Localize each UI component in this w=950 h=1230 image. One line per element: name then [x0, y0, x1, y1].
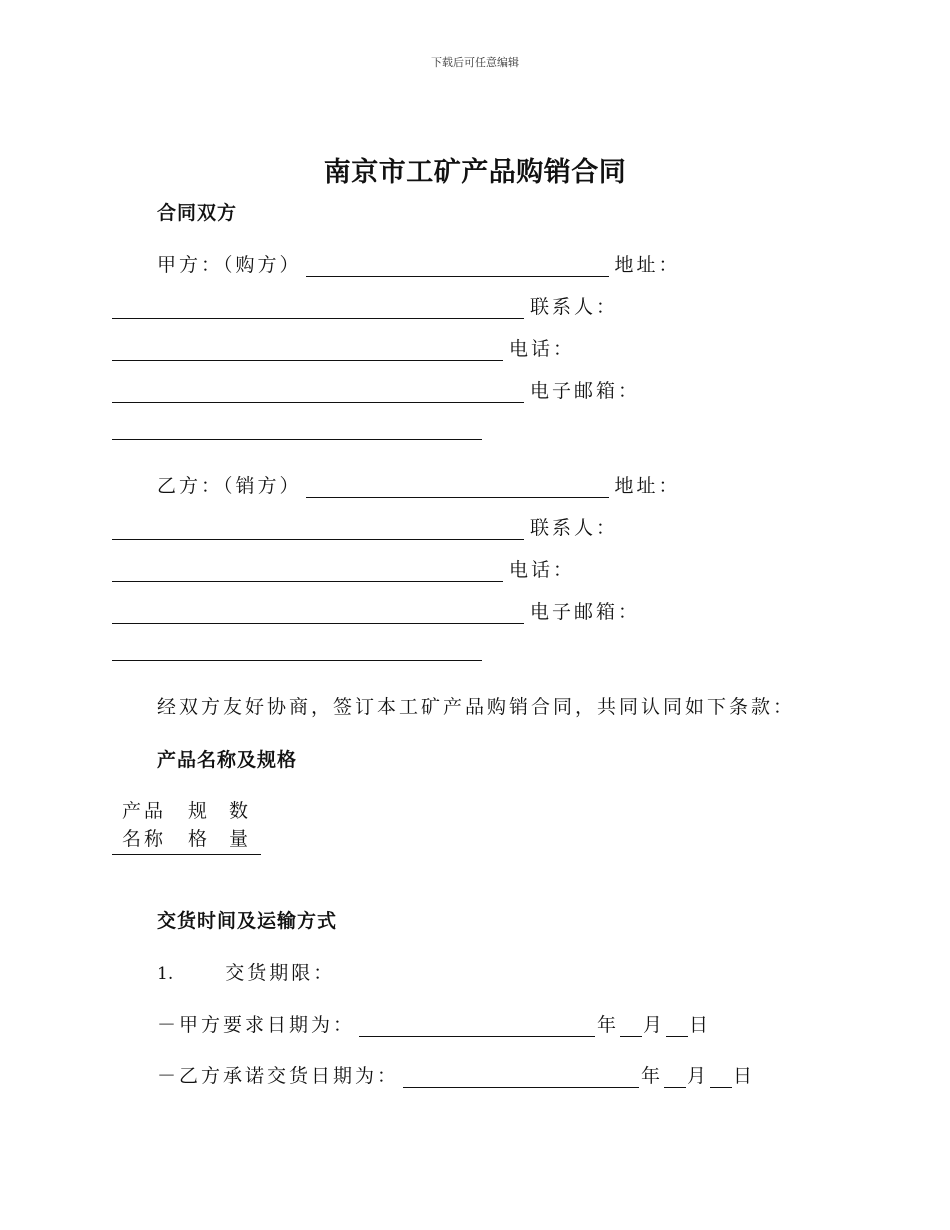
product-heading: 产品名称及规格 — [157, 749, 298, 771]
party-a-phone-label: 电话： — [509, 338, 576, 360]
product-table-col-qty — [229, 797, 251, 853]
party-b-contact-line — [112, 555, 575, 582]
party-b-email-label: 电子邮箱： — [530, 601, 641, 623]
party-a-email-label: 电子邮箱： — [530, 380, 641, 402]
party-a-phone-line — [112, 376, 640, 403]
party-a-day-field[interactable] — [666, 1014, 688, 1037]
page-header-note: 下载后可任意编辑 — [431, 56, 519, 69]
delivery-item-number: 1. — [157, 964, 174, 984]
product-table-col-name-bottom: 名称 — [122, 828, 167, 850]
intro-text: 经双方友好协商，签订本工矿产品购销合同，共同认同如下条款： — [157, 696, 796, 718]
product-table-col-spec-top: 规 — [188, 800, 211, 822]
party-a-contact-field[interactable] — [112, 338, 503, 361]
party-b-date-line — [157, 1061, 755, 1088]
party-b-address-label: 地址： — [614, 475, 681, 497]
product-table-col-spec — [188, 797, 210, 853]
party-a-line — [157, 250, 681, 277]
product-table-col-qty-top: 数 — [229, 800, 252, 822]
product-table-col-name-top: 产品 — [122, 800, 167, 822]
party-b-phone-field[interactable] — [112, 601, 524, 624]
party-b-address-line — [112, 513, 618, 540]
party-b-day-label: 日 — [733, 1065, 756, 1087]
party-a-year-label: 年 — [597, 1014, 620, 1036]
party-a-phone-field[interactable] — [112, 380, 524, 403]
party-b-address-field[interactable] — [112, 517, 524, 540]
party-b-month-label: 月 — [687, 1065, 710, 1087]
party-b-line — [157, 471, 681, 498]
party-a-month-label: 月 — [643, 1014, 666, 1036]
party-b-day-field[interactable] — [710, 1065, 732, 1088]
party-a-date-label: －甲方要求日期为： — [157, 1014, 356, 1036]
party-a-name-field[interactable] — [306, 254, 609, 277]
product-table-col-spec-bottom: 格 — [188, 828, 211, 850]
party-a-email-field[interactable] — [112, 439, 482, 440]
product-table-col-name — [122, 797, 166, 853]
document-title: 南京市工矿产品购销合同 — [323, 157, 627, 188]
party-b-month-field[interactable] — [664, 1065, 686, 1088]
party-a-address-field[interactable] — [112, 296, 524, 319]
delivery-item-label: 交货期限： — [225, 962, 336, 984]
parties-heading: 合同双方 — [157, 202, 238, 224]
product-table-rule — [112, 854, 261, 855]
party-b-contact-label: 联系人： — [530, 517, 619, 539]
party-b-year-label: 年 — [641, 1065, 664, 1087]
party-b-phone-label: 电话： — [509, 559, 576, 581]
delivery-heading: 交货时间及运输方式 — [157, 910, 338, 932]
party-a-month-field[interactable] — [620, 1014, 642, 1037]
party-b-label: 乙方：（销方） — [157, 475, 302, 497]
party-a-day-label: 日 — [689, 1014, 712, 1036]
party-a-label: 甲方：（购方） — [157, 254, 302, 276]
party-a-date-field[interactable] — [359, 1014, 595, 1037]
party-b-phone-line — [112, 597, 640, 624]
product-table-col-qty-bottom: 量 — [229, 828, 252, 850]
party-b-date-label: －乙方承诺交货日期为： — [157, 1065, 400, 1087]
party-a-contact-line — [112, 334, 575, 361]
party-b-name-field[interactable] — [306, 475, 609, 498]
party-a-address-label: 地址： — [614, 254, 681, 276]
party-a-address-line — [112, 292, 618, 319]
party-b-email-field[interactable] — [112, 660, 482, 661]
party-a-date-line — [157, 1010, 711, 1037]
party-b-contact-field[interactable] — [112, 559, 503, 582]
party-a-contact-label: 联系人： — [530, 296, 619, 318]
delivery-item-1 — [157, 958, 335, 985]
party-b-date-field[interactable] — [403, 1065, 639, 1088]
